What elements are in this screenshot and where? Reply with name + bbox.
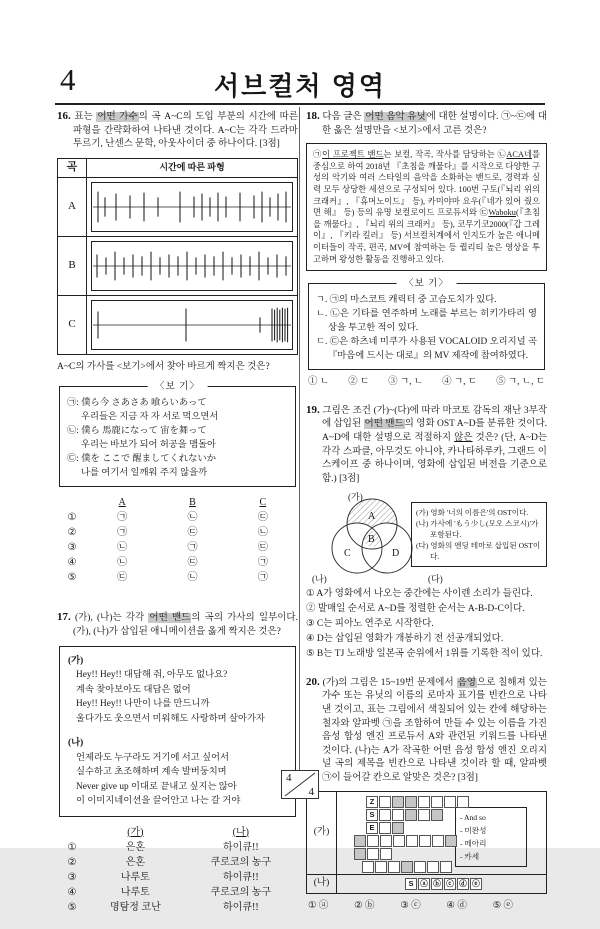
q17-opt-header-na: (나) (232, 826, 249, 838)
option-number: ④ (446, 900, 455, 911)
q18-boki-item: ㄱ. ㉠의 마스코트 캐릭터 중 고슴도치가 있다. (316, 295, 497, 306)
q16-stem-pre: 표는 (74, 112, 97, 122)
right-column (306, 110, 547, 927)
question-16-stem (57, 110, 298, 152)
waveform-table-col-wave: 시간에 따른 파형 (87, 158, 298, 177)
page-footer (281, 770, 319, 799)
blank-cell (379, 796, 391, 808)
question-17 (57, 611, 298, 914)
lyric-line: Never give up 이대로 끝내고 싶지는 않아 (76, 781, 237, 792)
option-number: ② (67, 856, 77, 868)
q18-boki-box (308, 279, 545, 370)
q20-highlight: 음영 (457, 677, 476, 688)
shaded-cell (431, 809, 443, 821)
option-value: 나루토 (120, 886, 150, 898)
option-value: ㉡ (257, 527, 268, 539)
question-18-stem (306, 110, 547, 138)
boki-kr: 우리는 바보가 되어 허공을 맴돌아 (81, 440, 217, 451)
shaded-cell (405, 796, 417, 808)
lyric-line: 계속 찾아보아도 대답은 없어 (76, 684, 191, 695)
q16-boki-item (67, 396, 288, 410)
boki-mark: ㉠: (67, 398, 79, 409)
boki-kr: 나를 여기서 일깨워 주지 않을까 (81, 468, 208, 479)
waveform-row-label-c: C (58, 295, 87, 354)
waveform-table-col-song: 곡 (58, 158, 87, 177)
column-divider (299, 107, 300, 770)
shaded-cell (392, 796, 404, 808)
blank-cell (393, 835, 405, 847)
q18-highlight: 어떤 음악 유닛 (365, 112, 426, 122)
waveform-row-label-a: A (58, 177, 87, 236)
passage-underline: 이 프로젝트 밴드 (321, 150, 384, 160)
option-value: ㉢ (187, 527, 198, 539)
option-value: ㉡ (187, 512, 198, 524)
blank-cell (367, 848, 379, 860)
q16-boki-label: 〈보 기〉 (147, 380, 208, 394)
option (446, 900, 466, 914)
option-value: ㉢ (257, 542, 268, 554)
option-value: 명탐정 코난 (109, 901, 161, 913)
q19-condition-box (411, 502, 547, 567)
option (308, 900, 328, 914)
option: ① A가 영화에서 나오는 중간에는 사이렌 소리가 들린다. (306, 588, 533, 599)
option-value: 쿠로코의 농구 (210, 886, 272, 898)
question-16 (57, 110, 298, 585)
lyric-line: 실수하고 초조해하며 계속 발버둥치며 (76, 767, 227, 778)
blank-cell (414, 861, 426, 873)
option-number: ③ (67, 542, 77, 554)
blank-cell (388, 861, 400, 873)
blank-cell (444, 796, 456, 808)
q20-keyword-box (455, 807, 527, 867)
waveform-c (91, 300, 293, 350)
q17-stem-pre: (가), (나)는 각각 (74, 613, 149, 624)
q19-stem-underline: 않은 (454, 432, 473, 443)
blank-cell (457, 796, 469, 808)
q17-na-label: (나) (68, 738, 84, 749)
q16-opt-header-a: A (118, 497, 126, 509)
option-value: ㉢ (257, 512, 268, 524)
option-value: ⓐ (318, 900, 329, 911)
option-value: ㉢ (187, 557, 198, 569)
answer-cell: ⓓ (457, 878, 469, 890)
option-value: 은혼 (125, 856, 146, 868)
option-value: ⓒ (411, 900, 421, 911)
option: ④ D는 삽입된 영화가 개봉하기 전 선공개되었다. (306, 634, 504, 645)
venn-label-bottom-left: (나) (312, 574, 327, 585)
option-value: ㉡ (117, 557, 128, 569)
blank-cell (431, 796, 443, 808)
option-number: ② (354, 900, 363, 911)
option-value: 하이큐!! (223, 901, 259, 913)
blank-cell (380, 835, 392, 847)
answer-cell: ⓔ (470, 878, 482, 890)
letter-grid-row (354, 848, 392, 860)
q16-options (57, 495, 298, 585)
q18-boki-item: ㄴ. ㉡은 기타를 연주하며 노래를 부르는 히키가타리 영상을 투고한 적이 있다. (316, 309, 537, 334)
passage-underline: Waboku (488, 208, 516, 218)
option-value: ⓑ (365, 900, 375, 911)
question-19-number: 19. (306, 403, 320, 416)
option (400, 900, 420, 914)
question-20-stem (306, 676, 547, 786)
option: ② ㄷ (348, 377, 370, 388)
lyric-line: 언제라도 누구라도 거기에 서고 싶어서 (76, 752, 229, 763)
venn-label-top: (가) (348, 492, 363, 503)
option-number: ③ (400, 900, 409, 911)
option-value: 은혼 (125, 841, 146, 853)
shaded-cell (354, 848, 366, 860)
q16-boki-box (59, 382, 296, 487)
boki-jp: 僕ら 馬鹿になって 宙を舞って (81, 426, 207, 437)
option-number: ⑤ (492, 900, 502, 911)
q16-sub-question: A~C의 가사를 <보기>에서 찾아 바르게 짝지은 것은? (57, 361, 270, 372)
q17-ga-label: (가) (68, 655, 84, 666)
answer-cell: S (405, 878, 417, 890)
shaded-cell (392, 822, 404, 834)
option: ④ ㄱ, ㄷ (442, 377, 478, 388)
option-number: ⑤ (67, 572, 77, 584)
passage-mark: ㉢ (479, 208, 489, 218)
blank-cell (432, 835, 444, 847)
q18-options (308, 376, 545, 390)
q17-highlight: 어떤 밴드 (149, 613, 191, 624)
q19-stem-pre: 그림은 조건 (가)~(다)에 따라 마코토 감독의 재난 3부작에 삽입된 (322, 405, 548, 430)
option-number: ⑤ (67, 901, 77, 913)
option-value: ㉠ (257, 572, 268, 584)
venn-letter-c: C (344, 548, 351, 560)
keyword: - 메아리 (460, 838, 487, 848)
option: ① ㄴ (308, 377, 330, 388)
option: ⑤ B는 TJ 노래방 일본곡 순위에서 1위를 기록한 적이 있다. (306, 649, 543, 660)
q16-highlight: 어떤 가수 (97, 112, 138, 122)
condition: (다) 영화의 엔딩 테마로 삽입된 OST이다. (416, 541, 541, 562)
boki-mark: ㉢: (67, 454, 79, 465)
q16-opt-header-b: B (189, 497, 196, 509)
blank-cell (419, 835, 431, 847)
lyric-line: Hey!! Hey!! 대답해 줘, 아무도 없나요? (76, 670, 228, 681)
waveform-a (91, 182, 293, 232)
blank-cell (375, 861, 387, 873)
question-20 (306, 676, 547, 913)
blank-cell (379, 822, 391, 834)
q19-stem-mid: 의 영화 OST A~D를 분류한 것이다. A~D에 대한 설명으로 적절하지 (322, 419, 547, 443)
q20-grid-box (306, 791, 547, 894)
letter-grid-row (354, 835, 457, 847)
blank-cell (380, 848, 392, 860)
q18-passage-box (306, 143, 547, 271)
letter-cell: E (366, 822, 378, 834)
q17-opt-header-ga: (가) (127, 826, 144, 838)
boki-jp: 僕を ここで 醒ましてくれないか (81, 454, 217, 465)
option-value: 하이큐!! (223, 871, 259, 883)
question-19 (306, 404, 547, 662)
boki-mark: ㉡: (67, 426, 79, 437)
blank-cell (440, 861, 452, 873)
lyric-line: Hey!! Hey!! 나만이 나를 만드니까 (76, 699, 210, 710)
q20-na-label: (나) (307, 875, 337, 893)
shaded-cell (405, 809, 417, 821)
passage-mark: ㉡ (497, 150, 507, 160)
passage-text: 를 중심으로 하여 2018년 『초침을 깨물다』를 시작으로 다양한 구성의 악기와 여러 스타일의 음악을 소화하는 밴드로, 경력과 실력 모두 상당한 세션으로 구성되어 있다. 100번 구토(『뇌리 위의 크래커』, 『휴머노이드』 등), 카미야마 요우(『네가 있어 줬으면 해』 등) 등의 유명 보컬로이드 프로듀서와 (313, 150, 540, 218)
letter-grid-row (366, 822, 404, 834)
q18-boki-label: 〈보 기〉 (396, 277, 457, 291)
q20-answer-row (337, 875, 546, 893)
q20-ga-label: (가) (307, 792, 337, 875)
q19-options (306, 588, 547, 662)
question-20-number: 20. (306, 675, 320, 688)
condition: (가) 영화 '너의 이름은'의 OST이다. (416, 508, 529, 518)
lyric-line: 이 이미지네이션을 끌어안고 나는 갈 거야 (76, 796, 241, 807)
waveform-row-label-b: B (58, 236, 87, 295)
option-number: ① (308, 900, 317, 911)
boki-jp: 僕ら今 さあさあ 喰らいあって (81, 398, 207, 409)
q20-stem-pre: (가)의 그림은 15~19번 문제에서 (322, 677, 457, 688)
q20-stem-post: 으로 칠해져 있는 가수 또는 유닛의 이름의 로마자 표기를 빈칸으로 나타낸 것이고, 표는 그림에서 색칠되어 있는 칸에 해당하는 철자와 알파벳 ㉠을 조합하여 만들 수 있는 이름을 가진 음성 합성 엔진 프로듀서 A와 관련된 키워드를 나타낸 것이다. (나)는 A가 작곡한 어떤 음성 합성 엔진 오리지널 곡의 제목을 빈칸으로 나타낸 것이라 할 때, 알파벳 ㉠이 들어갈 칸으로 알맞은 것은? [3점] (322, 677, 547, 783)
letter-grid-row (366, 809, 443, 821)
page-title: 서브컬처 영역 (214, 71, 386, 101)
page-number: 4 (60, 62, 76, 97)
q18-stem-pre: 다음 글은 (322, 112, 365, 122)
option-value: ㉢ (117, 572, 128, 584)
option (493, 900, 513, 914)
option-value: ㉠ (257, 557, 268, 569)
venn-label-bottom-right: (다) (428, 574, 443, 585)
keyword: - 미완성 (460, 825, 487, 835)
answer-cell: ⓒ (444, 878, 456, 890)
venn-letter-d: D (392, 548, 400, 560)
waveform-b (91, 241, 293, 291)
q18-boki-item: ㄷ. ㉢은 하츠네 미쿠가 사용된 VOCALOID 오리지널 곡 『마음에 드시는 대로』의 MV 제작에 참여하였다. (316, 337, 537, 362)
left-column (57, 110, 298, 929)
passage-text: 는 보컬, 작곡, 작사를 담당하는 (383, 150, 498, 160)
passage-text: (『초침을 깨물다』, 『뇌리 위의 크래커』 등), 코무기코2000(『갑 그레이』, 『키라 킬러』 등) 서브컬처계에서 인지도가 높은 애니메이터들이 작곡, 편곡, MV에 참여하는 등 퀄리티 높은 영상을 투고하며 왕성한 활동을 진행하고 있다. (313, 208, 540, 264)
option-number: ④ (67, 886, 77, 898)
option-value: ⓓ (457, 900, 467, 911)
option-value: 나루토 (120, 871, 150, 883)
venn-letter-a: A (368, 511, 376, 523)
option-number: ① (67, 512, 77, 524)
answer-cell: ⓐ (418, 878, 430, 890)
keyword: - And so (460, 812, 486, 822)
lyric-line: 울다가도 웃으면서 미워해도 사랑하며 살아가자 (76, 713, 265, 724)
waveform-table (57, 158, 298, 355)
q17-options (57, 825, 298, 915)
q19-diagram (306, 490, 547, 586)
q16-stem-post: 의 곡 A~C의 도입 부분의 시간에 따른 파형을 간략화하여 나타낸 것이다. A~C는 각각 드라마투르기, 난센스 문학, 아웃사이더 중 하나이다. [3점] (73, 112, 298, 150)
letter-grid-row (366, 796, 469, 808)
letter-cell: Z (366, 796, 378, 808)
blank-cell (392, 809, 404, 821)
letter-grid-row (362, 861, 452, 873)
header-rule (55, 103, 545, 105)
passage-underline: ACA네 (506, 150, 532, 160)
shaded-cell (445, 835, 457, 847)
blank-cell (418, 809, 430, 821)
q19-stem-post: 것은? (단, A~D는 각각 스파클, 아무것도 아니야, 카나타하루카, 그랜드 이스케이프 중 하나이며, 영화에 삽입된 버전을 기준으로 함.) [3점] (322, 432, 548, 484)
option-value: 쿠로코의 농구 (210, 856, 272, 868)
passage-mark: ㉠ (313, 150, 322, 160)
q20-letter-grid (337, 792, 546, 875)
option-number: ④ (67, 557, 77, 569)
q16-opt-header-c: C (259, 497, 267, 509)
option-number: ② (67, 527, 77, 539)
option-value: ㉡ (187, 572, 198, 584)
blank-cell (418, 796, 430, 808)
q17-stem-post: 의 곡의 가사의 일부이다. (가), (나)가 삽입된 애니메이션을 옳게 짝지은 것은? (73, 613, 298, 637)
q19-highlight: 어떤 밴드 (364, 419, 404, 430)
blank-cell (406, 835, 418, 847)
q16-boki-item (67, 424, 288, 438)
option-value: ㉠ (117, 512, 128, 524)
question-18 (306, 110, 547, 390)
blank-cell (362, 861, 374, 873)
shaded-cell (354, 835, 366, 847)
option-value: ㉠ (187, 542, 198, 554)
option-value: ㉡ (117, 542, 128, 554)
footer-current-page: 4 (286, 772, 292, 784)
q18-stem-post: 에 대한 설명이다. ㉠~㉢에 대한 옳은 설명만을 <보기>에서 고른 것은? (322, 112, 548, 136)
option: ③ C는 피아노 연주로 시작한다. (306, 618, 434, 629)
option: ② 발매일 순서로 A~D를 정렬한 순서는 A-B-D-C이다. (306, 603, 525, 614)
answer-cell-row (405, 878, 482, 890)
q17-lyric-box (59, 646, 296, 817)
blank-cell (427, 861, 439, 873)
question-18-number: 18. (306, 110, 320, 122)
q16-boki-item (67, 452, 288, 466)
footer-total-pages: 4 (308, 786, 314, 798)
option (354, 900, 374, 914)
blank-cell (379, 809, 391, 821)
option-value: ⓔ (503, 900, 513, 911)
option: ⑤ ㄱ, ㄴ, ㄷ (496, 377, 545, 388)
boki-kr: 우리들은 지금 자 자 서로 먹으면서 (81, 412, 219, 423)
option-number: ① (67, 841, 77, 853)
question-16-number: 16. (57, 110, 71, 122)
question-17-number: 17. (57, 611, 71, 624)
q20-options (308, 900, 513, 914)
question-19-stem (306, 404, 547, 487)
condition: (나) 가사에 'もう少し(모오 스코시)'가 포함된다. (416, 519, 539, 540)
option-value: 하이큐!! (223, 841, 259, 853)
keyword: - 카세 (460, 851, 480, 861)
letter-cell: S (366, 809, 378, 821)
option-number: ③ (67, 871, 77, 883)
question-17-stem (57, 611, 298, 639)
venn-letter-b: B (368, 534, 375, 546)
shaded-cell (401, 861, 413, 873)
blank-cell (367, 835, 379, 847)
option-value: ㉠ (117, 527, 128, 539)
option: ③ ㄱ, ㄴ (388, 377, 424, 388)
answer-cell: ⓑ (431, 878, 443, 890)
